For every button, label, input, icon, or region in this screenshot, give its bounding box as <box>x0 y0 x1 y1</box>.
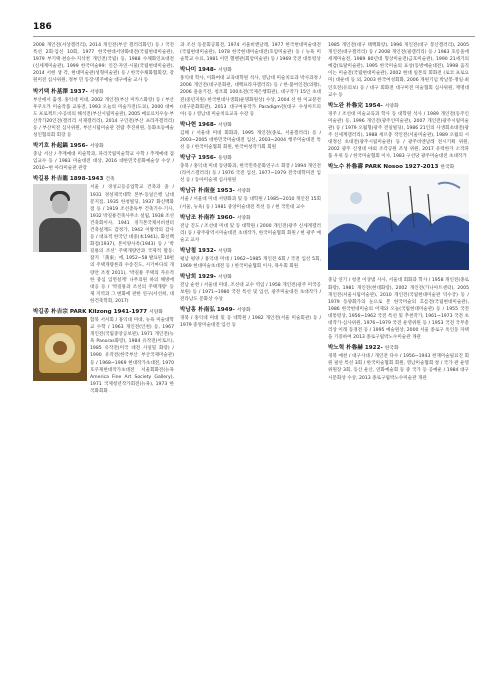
entry-park-nohyeok <box>328 344 469 381</box>
entry-field: 서양화 <box>236 189 251 195</box>
entry-park-nahyeon <box>180 121 321 151</box>
entry-with-photo <box>33 184 174 305</box>
entry-continued <box>328 42 469 99</box>
entry-heading <box>33 308 174 317</box>
entry-name: 박길룡 朴吉龍 1898-1943 <box>33 176 104 183</box>
entry-heading <box>180 306 321 315</box>
entry-heading <box>328 163 469 172</box>
entry-body: 충남 연기 / 청전 이상범 사사, 서울대 회화과 학사 / 1958 개인전(종로화랑), 1981 개인전(현대화랑), 2002 개인전(가나아트센터), 2005 개인전(서울시립미술관), 2010 개인전(국립현대미술관 덕수궁) 등 / 1979 동양화가의 눈으로 본 한국미술의 흐름전(국립현대미술관), 1986 한국현대미술의 어제와 오늘(국립현대미술관) 등 / 1955 국전 대통령상, 1956~1962 국전 특선 및 추천작가, 1961~1973 국전 초대작가·심사위원, 1976~1979 국전 운영위원 등 / 1953 국전 국무총리상 이래 동경전 등 / 1995 예술원상, 2000 서울 종로구 옥인동 자택을 기증하여 2013 종로구립박노수미술관 개관 <box>328 278 469 341</box>
entry-name: 박기호 朴起鎬 1956- <box>33 143 88 150</box>
entry-park-gilryong <box>33 175 174 305</box>
portrait-photo <box>33 184 87 252</box>
entry-continued <box>180 42 321 63</box>
entry-body: 평남 평양 / 홍익대 미대 / 1962~1985 개인전 6회 / 국전 입선 5회, 1969 현대미술초대전 등 / 한국미술협회 이사, 목우회 회원 <box>180 256 321 269</box>
entry-field: 건축 <box>105 177 115 183</box>
entry-body: 경북 예천 / 대구사대 / 개인전 다수 / 1956~1943 천재미술필료진 회원 필선 특선 3회 / 한국미술협회 회원, 영남미술협회 창 / 국가 관 운영위원장 3회, 동산 운산, 연화예술회 등 중 국가 등 공예운 / 1984 대구시문화상 수상, 2013 종로구립박노수미술관 개관 <box>328 354 469 381</box>
entry-field: 서양화 <box>149 310 163 315</box>
entry-name: 박나현 1968- <box>180 121 217 128</box>
entry-field: 서양화 <box>236 215 251 221</box>
entry-name: 박노완 朴魯完 1954- <box>328 102 383 109</box>
entry-name: 박나미 1948- <box>180 67 217 74</box>
entry-continued <box>33 42 174 85</box>
artwork-image <box>33 317 87 381</box>
entry-park-namjo <box>180 214 321 244</box>
entry-body: 서울 / 서울대 미대 서양화과 및 동 대학원 / 1985~2010 개인전 15회(서울, 뉴욕) 등 / 1981 중앙미술대전 특선 등 / 현 국민대 교수 <box>180 197 321 210</box>
entry-park-gitaek <box>33 88 174 140</box>
artwork-image <box>328 174 469 270</box>
entry-park-namhong <box>180 306 321 329</box>
entry-park-namgyu <box>180 187 321 210</box>
entry-body: 충북 / 홍익대 미대 동양화과, 한국민족문화연구소 회장 / 1994 개인전(라이스갤러리) 등 / 1976 국전 입선, 1977~1979 전국대학미전 입선 등 / 동아미술제 심사위원 <box>180 164 321 184</box>
entry-name: 박남희 1929- <box>180 274 217 281</box>
entry-field: 서양화 <box>384 103 399 109</box>
entry-name: 박남규 朴南奎 1953- <box>180 188 235 195</box>
entry-heading <box>180 154 321 163</box>
column-2 <box>180 42 321 682</box>
entry-field: 한국화 <box>440 165 455 171</box>
entry-field: 서양화 <box>218 248 232 254</box>
entry-heading <box>180 214 321 223</box>
header-rule <box>33 36 475 37</box>
entry-park-nosoo <box>328 163 469 341</box>
entry-park-namgu <box>180 154 321 184</box>
entry-body: 부산에서 출생. 홍익대 미대, 2002 개인전(부산 미카스화랑) 등 / 부산 후쿠오카 미술작품 교류전, 1993 오늘의 미술가전(도쿄), 2000 대마도 프로젝트:수공비의 해석전(부산시립미술관), 2005 매료료치우승·부산작가20인전(갤러리 서제갤러리), 2014 구인전(부산 프라자갤러리) 등 / 부산미전 심사위원, 부산시립미술관 전람 추진위원, 동화초등예술성인협의회 회장 등 <box>33 97 174 139</box>
entry-body: 전남 진도 / 조선대 미대 및 동 대학원 / 2000 개인전(광주 신세계갤러리) 등 / 광주광역시미술대전 초대작가, 한국미술협회 회원 / 현 광주 예술고 교사 <box>180 223 321 243</box>
entry-park-giljong <box>33 308 174 395</box>
column-3 <box>328 42 469 682</box>
entry-name: 박길종 朴吉宗 PARK Kilzong 1941-1977 <box>33 309 148 315</box>
entry-body: 김해 / 서울대 미대 회화과, 1995 개인전(종로, 서울갤러리) 등 / 2003~2005 대한민국미술대전 입선, 2003~2004 행주미술대전 특선 등 / 한국미술협회 회원, 한국여성작가회 회원 <box>180 130 321 151</box>
entry-heading <box>180 121 321 130</box>
entry-park-nowan <box>328 102 469 161</box>
entry-park-namhui <box>180 273 321 303</box>
entry-field: 한국화 <box>384 346 399 352</box>
entry-heading <box>328 344 469 353</box>
entry-field: 서양화 <box>218 68 232 74</box>
entry-name: 박노혁 朴魯赫 1922- <box>328 345 383 352</box>
entry-name: 박남조 朴南祚 1960- <box>180 214 235 221</box>
entry-body: 경주 / 조선대 미술교육과 학사 동 대학원 석사 / 1989 개인전(동주인미술관) 등, 1996 개인전(광주인미술관), 2007 개인전(광주시립미술관) 등 / 1979 오월형(광주 전일빌딩), 1986 21인의 사생회초대전(광주 신세계갤러리), 1988 세르충 작인전(서울미술관), 1989 오월의 시대정신 초대전(광주시립미술관) 등 / 광주비엔날레 전시기획 위원, 2002 광주 신생대 야외 조각공원 조성 위원, 2017 유력한가 소작파 품 우위 등 / 한국미술협회 이사, 1983 구선당 광주미술대전 초대작가 <box>328 111 469 160</box>
entry-park-giho <box>33 142 174 172</box>
entry-body: 1985 개인전(대구 태백화랑), 1996 개인전(대구 봉산갤러리), 2005 개인전(대구갤러리) 등 / 2008 개인전(필갤러리) 등 / 1983 호롱올에세계미술전, 1989 80년대 형상미술전(금호미술관), 1990 21세기의 예감(토탈미술관), 1995 한국미술의 표상(동방예술대전), 1998 움직이는 미술전(국립현대미술관), 2002 현대 일본의 회화전 (로코 프로요미) 대운데 등 외, 2003 한국여성회화, 2006 개편기념 박날봉·정일·최인호전(유의보) 등 / 대구 회화전 대구미전 미술협회 심사위원, 계명대 교수 등 <box>328 43 469 98</box>
entry-body: 서울 / 경성고등공업학교 건축과 졸 / 1931 경성제국대학 본부·동일은행 남대문지점, 1935 한청빌딩, 1937 화신백화점 등 / 1919 조선총독부 건축기수·기사, 1932 박길룡건축사무소 설립, 1938 조선건축회이사, 1941 경기본국제서비센터 건축설계도 감정가, 1942 이왕작의 감사 등 / 대표적 한국인 대중(本1941), 화신백화점(1937), 본이양사옥(1943) 등 / '박길룡의 조선' 주택개량안과 국제적 활동: 잡지 「黃東」에, 1952~58 발표된 10편의 주택개량론과 수송진도, 시기마다의 개량안 조정 2011), '박길룡 주택의 자유적한 중심 입면설계' 나무의원 하의 해방에 대응 등 / '박길룡과 조선의 주택개량' 등 제 지역과 그 변화에 관한 연구(서선희, 대한건축학회, 2017) <box>90 185 174 304</box>
entry-name: 박남철 1932- <box>180 247 217 254</box>
page-number: 186 <box>33 22 52 32</box>
entry-body: 함북 서서회 / 홍익대 미대, 뉴욕 미술대학교 수학 / 1963 개인전(인천) 등, 1967 개인전(국립중앙공보관), 1971 개인전(뉴욕 Panoras화랑), 1984 유작전(이토르), 1985 유작전(미국 대전 사일밀 화랑) / 1990 유작전(한국부산 부산국제미술관) 등 / 1968~1969 현대작가초대전, 1970 호쿠제현대작가초대전 서울회화전(뉴욕 America Fine Art Society Gallery), 1971 국제청년작가회전(뉴욕), 1973 한국화회화 . <box>90 318 174 394</box>
entry-name: 박노수 朴魯壽 PARK Nosoo 1927-2013 <box>328 164 439 171</box>
entry-field: 서양화 <box>89 144 104 150</box>
entry-body: 2008 개인전(서상갤러리), 2014 개인전(부산 갤러리화인) 등 / 국전 특선 2회·입선 10회, 1977 한국현대서양화대전(국립현대미술관), 1979 부기택·천승수·지석천 개인전(국립) 등, 1988 수채화인프대전(신세계미술관), 1999 한국미술99: 인간·자연·시물(국립현대미술관), 2014 서현 생 각, 현대미술관(성형미술관) 등 / 한국수채화협회장, 강원미전 심사위원, 정부 민 동장·명주예술 대구에술 교사 등 <box>33 43 174 84</box>
entry-field: 동양화 <box>218 156 232 162</box>
entry-heading <box>180 273 321 282</box>
entry-body: 홍익대 학사, 이화여대 교육대학원 석사, 영남대 미술치료과 박사과정 / 2006 개인전(대구문화관, 대백프라자갤러리) 등 / 한·불여인전(의왕), 2006 올솔기전, 청조회 100초전(국제은행회관), 대구작가 15인 초대전(중년지원) 한국현대사생회(운명화원상) 수상, 2004 선 한 이교분전(대구문화회관), 2013 대구여류작가 Paradigm전(대구 수성아트피아) 등 / 영남대 미술치료교육 수강 등 <box>180 76 321 117</box>
entry-name: 박남홍 朴南弘 1949- <box>180 307 235 314</box>
entry-body: 전남 순천 / 서울대 미대, 조선대 교수 역임 / 1958 개인전(광주 미국공보원) 등 / 1971~1980 국전 특선 및 입선, 광주미술대전 초대작가 / 전라남도 문화상 수상 <box>180 283 321 303</box>
entry-field: 서양화 <box>218 275 232 281</box>
entry-field: 서양화 <box>236 308 251 314</box>
column-1 <box>33 42 174 682</box>
entry-heading <box>180 66 321 75</box>
entry-heading <box>180 247 321 256</box>
entry-body: 충남 서산 / 추계예대 미술학과, 파리국립미술학교 수학 / 추계예대 겸임교수 등 / 1983 미술대전 대상, 2016 대한민국문화예술상 수상 / 2010~현 아라미술관 관장 <box>33 152 174 172</box>
entry-name: 박기택 朴基澤 1937- <box>33 88 88 95</box>
entry-heading <box>33 88 174 97</box>
entry-body: 과 조선 동문회공회전, 1974 서울비엔날레, 1977 한국현대미술대전(국립현대미술관), 1978 한국현대미술대전(호암미술관) 등 / 뉴욕 미술학교 수료, 1981 이민 헬렌관(회암미술관) 등 / 1969 국전 대통령상 <box>180 43 321 63</box>
entry-field: 서양화 <box>89 89 104 95</box>
entry-field: 서양화 <box>218 122 232 128</box>
entry-heading <box>33 175 174 184</box>
entry-with-artwork <box>33 317 174 395</box>
entry-heading <box>33 142 174 151</box>
entry-body: 경북 / 홍익대 미대 및 동 대학원 / 1982 개인전(서울 미술회관) 등 / 1979 중앙미술대전 입선 등 <box>180 316 321 329</box>
entry-park-nami <box>180 66 321 118</box>
entry-name: 박남구 1956- <box>180 155 217 162</box>
entry-park-namcheol <box>180 247 321 270</box>
entry-heading <box>180 187 321 196</box>
entry-heading <box>328 102 469 111</box>
